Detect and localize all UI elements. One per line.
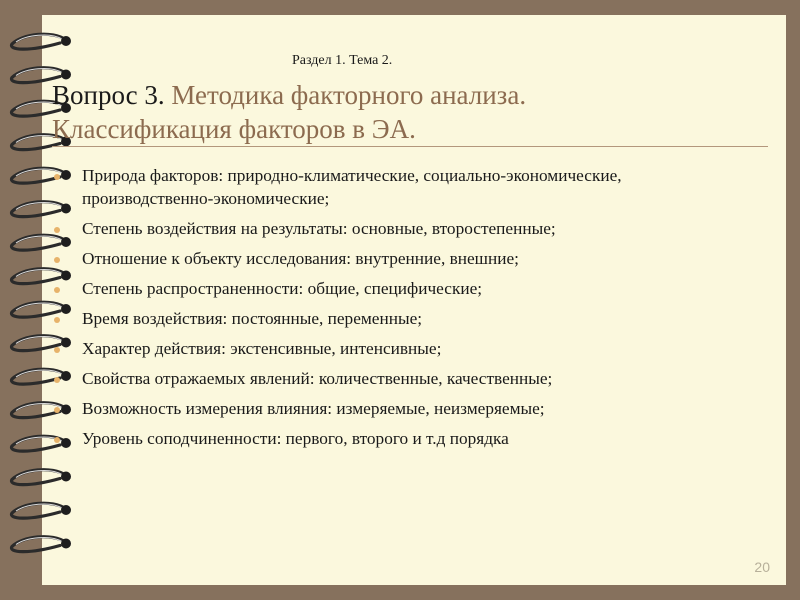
list-item (52, 164, 712, 210)
list-item (52, 277, 712, 300)
bullet-icon (54, 287, 60, 293)
section-label: Раздел 1. Тема 2. (292, 53, 393, 68)
list-item-text: Уровень соподчиненности: первого, второго и т.д порядка (82, 429, 509, 448)
list-item (52, 307, 712, 330)
bullet-icon (54, 407, 60, 413)
list-item (52, 367, 712, 390)
bullet-icon (54, 317, 60, 323)
title-accent-line1: Методика факторного анализа. (171, 80, 527, 110)
list-item-text: Время воздействия: постоянные, переменные; (82, 309, 423, 328)
slide-title (52, 78, 692, 146)
spiral-ring (11, 470, 71, 485)
spiral-ring (11, 537, 71, 552)
list-item-text: Отношение к объекту исследования: внутренние, внешние; (82, 249, 519, 268)
page-number: 20 (754, 559, 770, 575)
list-item (52, 217, 712, 240)
list-item (52, 427, 712, 450)
list-item (52, 397, 712, 420)
bullet-icon (54, 377, 60, 383)
bullet-icon (54, 174, 60, 180)
spiral-ring (11, 34, 71, 49)
spiral-ring (11, 503, 71, 518)
list-item (52, 337, 712, 360)
bullet-list (52, 164, 712, 457)
list-item-text: Характер действия: экстенсивные, интенсивные; (82, 339, 442, 358)
list-item-text: Степень воздействия на результаты: основные, второстепенные; (82, 219, 556, 238)
list-item-text: Степень распространенности: общие, специфические; (82, 279, 483, 298)
title-divider (52, 146, 768, 147)
bullet-icon (54, 227, 60, 233)
list-item-text: Возможность измерения влияния: измеряемые, неизмеряемые; (82, 399, 545, 418)
title-accent-line2: Классификация факторов в ЭА. (52, 114, 416, 144)
list-item-text: Природа факторов: природно-климатические, социально-экономические, производственно-экономические; (82, 166, 622, 208)
bullet-icon (54, 437, 60, 443)
bullet-icon (54, 257, 60, 263)
title-prefix: Вопрос 3. (52, 80, 172, 110)
list-item (52, 247, 712, 270)
list-item-text: Свойства отражаемых явлений: количественные, качественные; (82, 369, 553, 388)
bullet-icon (54, 347, 60, 353)
